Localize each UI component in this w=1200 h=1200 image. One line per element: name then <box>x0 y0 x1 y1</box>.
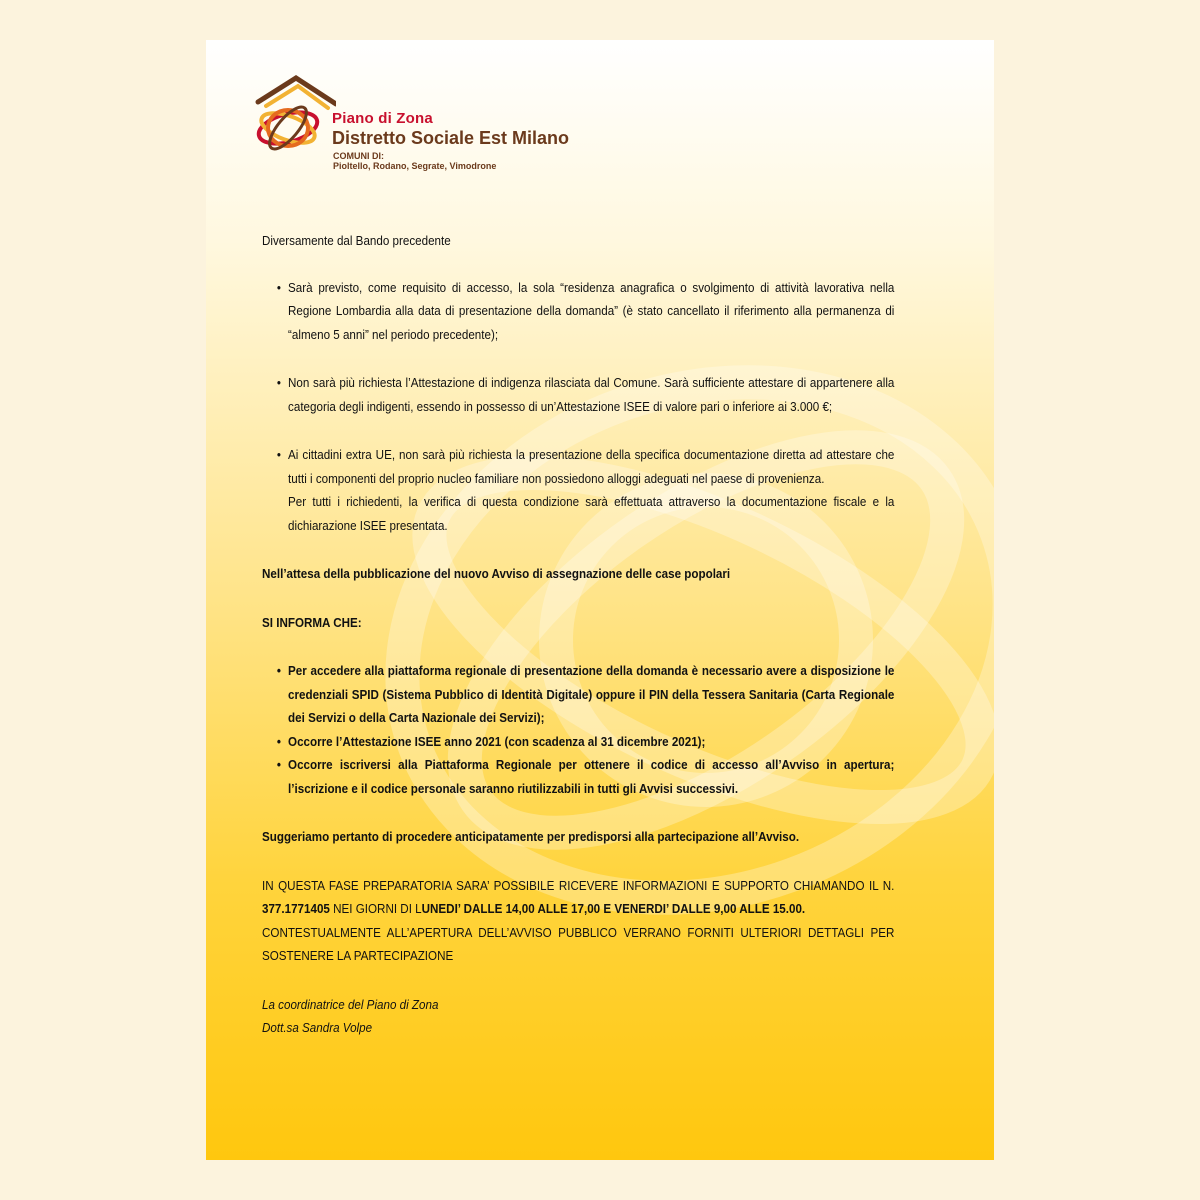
intro-text: Diversamente dal Bando precedente <box>262 234 451 248</box>
change-item <box>262 372 894 419</box>
requirement-item <box>262 660 894 731</box>
signature-role: La coordinatrice del Piano di Zona <box>262 997 439 1012</box>
requirement-item <box>262 754 894 801</box>
contact-details-text: CONTESTUALMENTE ALL’APERTURA DELL’AVVISO PUBBLICO VERRANO FORNITI ULTERIORI DETTAGLI PER SOSTENERE LA PARTECIPAZIONE <box>262 925 895 963</box>
change-item <box>262 444 894 491</box>
requirement-text: Per accedere alla piattaforma regionale di presentazione della domanda è necessario avere a disposizione le credenziali SPID (Sistema Pubblico di Identità Digitale) oppure il PIN della Tessera Sanitaria (Carta Regionale dei Servizi o della Carta Nazionale dei Servizi); <box>288 664 895 725</box>
change-item-text: Ai cittadini extra UE, non sarà più richiesta la presentazione della specifica documentazione diretta ad attestare che tutti i componenti del proprio nucleo familiare non possiedono alloggi adeguati nel paese di provenienza. <box>288 448 895 486</box>
bullet: • <box>276 664 281 678</box>
piano-di-zona-logo-icon <box>246 72 336 152</box>
bullet: • <box>276 280 281 295</box>
brand-block <box>332 110 569 171</box>
contact-hours: UNEDI’ DALLE 14,00 ALLE 17,00 E VENERDI’ DALLE 9,00 ALLE 15.00. <box>421 902 806 916</box>
change-item-text: Non sarà più richiesta l’Attestazione di indigenza rilasciata dal Comune. Sarà sufficiente attestare di appartenere alla categoria degli indigenti, essendo in possesso di un’Attestazione ISEE di valore pari o inferiore ai 3.000 €; <box>288 376 895 414</box>
contact-phone: 377.1771405 <box>262 902 330 916</box>
waiting-notice: Nell’attesa della pubblicazione del nuovo Avviso di assegnazione delle case popolari <box>262 567 731 581</box>
bullet: • <box>276 758 281 772</box>
brand-subtitle: Distretto Sociale Est Milano <box>332 128 570 148</box>
comuni-list: Pioltello, Rodano, Segrate, Vimodrone <box>333 161 497 171</box>
change-note: Per tutti i richiedenti, la verifica di questa condizione sarà effettuata attraverso la documentazione fiscale e la dichiarazione ISEE presentata. <box>288 495 895 533</box>
change-item-text: Sarà previsto, come requisito di accesso, la sola “residenza anagrafica o svolgimento di attività lavorativa nella Regione Lombardia alla data di presentazione della domanda” (è stato cancellato il riferimento alla permanenza di “almeno 5 anni” nel periodo precedente); <box>288 280 895 342</box>
bullet: • <box>276 376 281 390</box>
requirement-text: Occorre iscriversi alla Piattaforma Regionale per ottenere il codice di accesso all’Avviso in apertura; l’iscrizione e il codice personale saranno riutilizzabili in tutti gli Avvisi successivi. <box>288 758 895 796</box>
contact-text-2: NEI GIORNI DI L <box>333 902 422 916</box>
suggestion-text: Suggeriamo pertanto di procedere anticipatamente per predisporsi alla partecipazione all’Avviso. <box>262 830 800 844</box>
contact-paragraph <box>262 875 894 922</box>
change-note-row <box>262 491 894 538</box>
signature-name: Dott.sa Sandra Volpe <box>262 1021 373 1035</box>
requirement-item <box>262 731 894 755</box>
inform-heading: SI INFORMA CHE: <box>262 615 362 630</box>
requirement-text: Occorre l’Attestazione ISEE anno 2021 (con scadenza al 31 dicembre 2021); <box>288 734 706 749</box>
comuni-label: COMUNI DI: <box>333 151 384 161</box>
contact-text-1: IN QUESTA FASE PREPARATORIA SARA’ POSSIBILE RICEVERE INFORMAZIONI E SUPPORTO CHIAMANDO IL N. <box>262 878 895 893</box>
bullet: • <box>276 734 281 749</box>
change-item <box>262 277 894 348</box>
bullet: • <box>276 448 281 462</box>
flyer-page <box>206 40 994 1160</box>
letter-body <box>262 230 894 1041</box>
brand-title: Piano di Zona <box>332 110 433 127</box>
